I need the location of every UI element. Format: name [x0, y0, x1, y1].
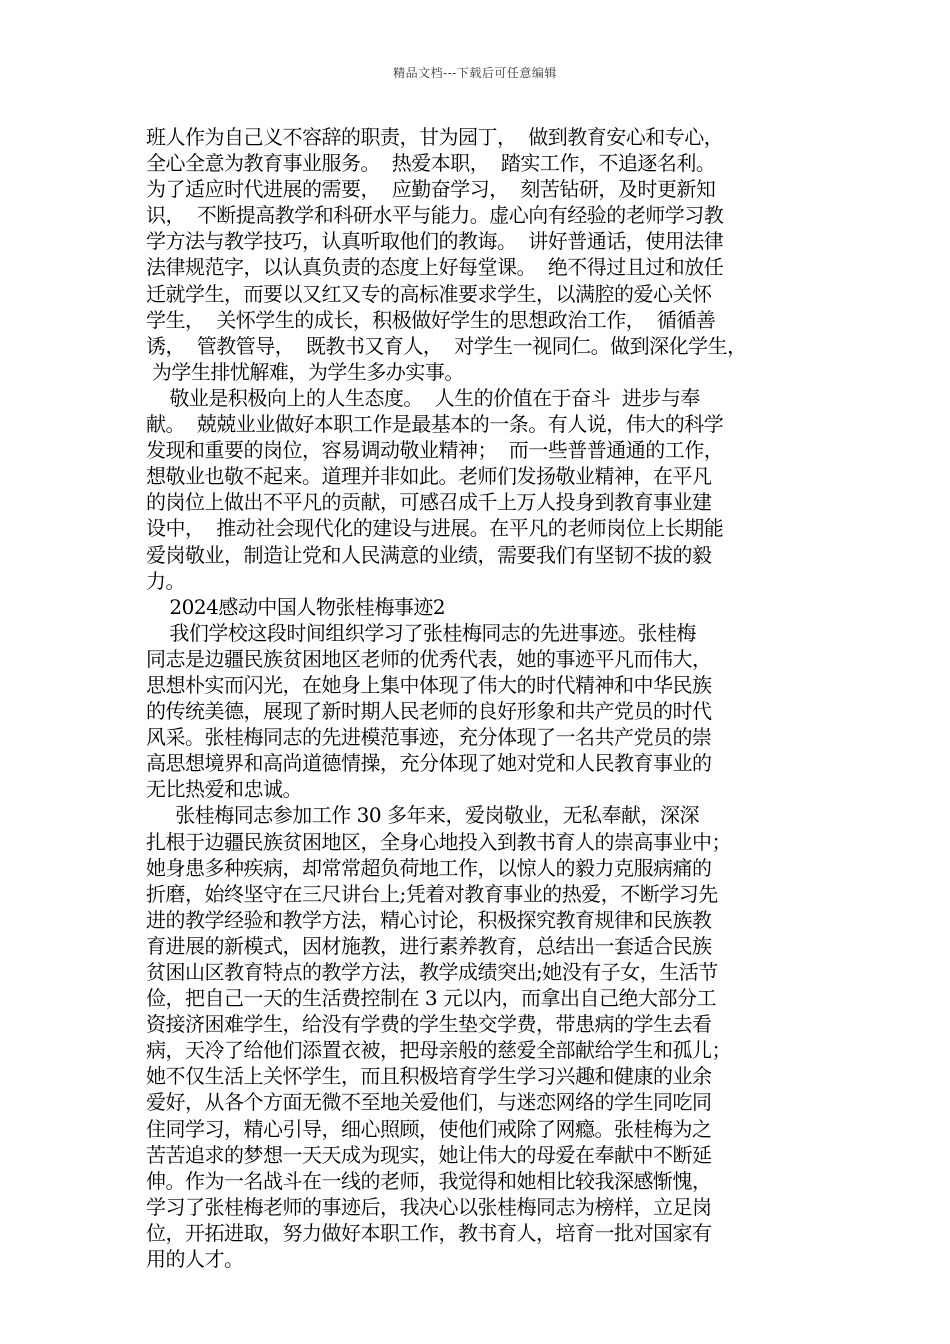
text-line: 全心全意为教育事业服务。 热爱本职， 踏实工作，不追逐名利。 — [146, 151, 716, 176]
text-line: 设中， 推动社会现代化的建设与进展。在平凡的老师岗位上长期能 — [146, 516, 724, 541]
text-line: 为学生排忧解难，为学生多办实事。 — [146, 359, 464, 384]
text-line: 发现和重要的岗位，容易调动敬业精神； 而一些普普通通的工作， — [146, 438, 724, 463]
text-line: 高思想境界和高尚道德情操，充分体现了她对党和人民教育事业的 — [146, 751, 712, 776]
text-line: 位，开拓进取，努力做好本职工作，教书育人，培育一批对国家有 — [146, 1220, 712, 1245]
text-line: 法律规范字，以认真负责的态度上好每堂课。 绝不得过且过和放任 — [146, 255, 724, 280]
text-line: 苦苦追求的梦想一天天成为现实，她让伟大的母爱在奉献中不断延 — [146, 1142, 712, 1167]
page-header: 精品文档---下载后可任意编辑 — [393, 66, 557, 80]
text-line: 扎根于边疆民族贫困地区，全身心地投入到教书育人的崇高事业中； — [146, 829, 731, 854]
text-line: 思想朴实而闪光，在她身上集中体现了伟大的时代精神和中华民族 — [146, 672, 712, 697]
text-line: 风采。张桂梅同志的先进模范事迹，充分体现了一名共产党员的崇 — [146, 725, 712, 750]
text-line: 她身患多种疾病，却常常超负荷地工作，以惊人的毅力克服病痛的 — [146, 855, 712, 880]
text-line: 育进展的新模式，因材施教，进行素养教育，总结出一套适合民族 — [146, 933, 712, 958]
text-line: 爱岗敬业，制造让党和人民满意的业绩，需要我们有坚韧不拔的毅 — [146, 542, 712, 567]
text-line: 学生， 关怀学生的成长，积极做好学生的思想政治工作， 循循善 — [146, 307, 716, 332]
text-line: 进的教学经验和教学方法，精心讨论，积极探究教育规律和民族教 — [146, 907, 712, 932]
text-line: 住同学习，精心引导，细心照顾，使他们戒除了网瘾。张桂梅为之 — [146, 1116, 712, 1141]
document-body — [146, 124, 812, 1272]
text-line: 张桂梅同志参加工作 30 多年来，爱岗敬业，无私奉献，深深 — [146, 803, 699, 828]
text-line: 班人作为自己义不容辞的职责，甘为园丁， 做到教育安心和专心， — [146, 125, 724, 149]
text-line: 想敬业也敬不起来。道理并非如此。老师们发扬敬业精神，在平凡 — [146, 464, 712, 489]
text-line: 资接济困难学生，给没有学费的学生垫交学费，带患病的学生去看 — [146, 1012, 712, 1037]
text-line: 的传统美德，展现了新时期人民老师的良好形象和共产党员的时代 — [146, 699, 712, 724]
text-line: 敬业是积极向上的人生态度。 人生的价值在于奋斗 进步与奉 — [146, 385, 700, 410]
text-line: 献。 兢兢业业做好本职工作是最基本的一条。有人说，伟大的科学 — [146, 412, 724, 437]
text-line: 诱， 管教管导， 既教书又育人， 对学生一视同仁。做到深化学生， — [146, 333, 747, 358]
text-line: 无比热爱和忠诚。 — [146, 777, 302, 802]
text-line: 的岗位上做出不平凡的贡献，可感召成千上万人投身到教育事业建 — [146, 490, 712, 515]
text-line: 爱好，从各个方面无微不至地关爱他们，与迷恋网络的学生同吃同 — [146, 1090, 712, 1115]
text-line: 学习了张桂梅老师的事迹后，我决心以张桂梅同志为榜样，立足岗 — [146, 1194, 712, 1219]
text-line: 俭，把自己一天的生活费控制在 3 元以内，而拿出自己绝大部分工 — [146, 986, 716, 1011]
text-line: 识， 不断提高教学和科研水平与能力。虚心向有经验的老师学习教 — [146, 203, 724, 228]
text-line: 病，天冷了给他们添置衣被，把母亲般的慈爱全部献给学生和孤儿； — [146, 1038, 731, 1063]
text-line: 用的人才。 — [146, 1247, 244, 1272]
text-line: 她不仅生活上关怀学生，而且积极培育学生学习兴趣和健康的业余 — [146, 1064, 712, 1089]
text-line: 折磨，始终坚守在三尺讲台上;凭着对教育事业的热爱，不断学习先 — [146, 881, 718, 906]
text-line: 2024感动中国人物张桂梅事迹2 — [146, 594, 446, 619]
text-line: 力。 — [146, 568, 185, 593]
text-line: 同志是边疆民族贫困地区老师的优秀代表，她的事迹平凡而伟大， — [146, 646, 712, 671]
text-line: 我们学校这段时间组织学习了张桂梅同志的先进事迹。张桂梅 — [146, 620, 696, 645]
text-line: 为了适应时代进展的需要， 应勤奋学习， 刻苦钻研，及时更新知 — [146, 177, 716, 202]
text-line: 伸。作为一名战斗在一线的老师，我觉得和她相比较我深感惭愧， — [146, 1168, 712, 1193]
text-line: 迁就学生，而要以又红又专的高标准要求学生，以满腔的爱心关怀 — [146, 281, 712, 306]
text-line: 贫困山区教育特点的教学方法，教学成绩突出;她没有子女，生活节 — [146, 960, 718, 984]
text-line: 学方法与教学技巧，认真听取他们的教诲。 讲好普通话，使用法律 — [146, 229, 724, 254]
